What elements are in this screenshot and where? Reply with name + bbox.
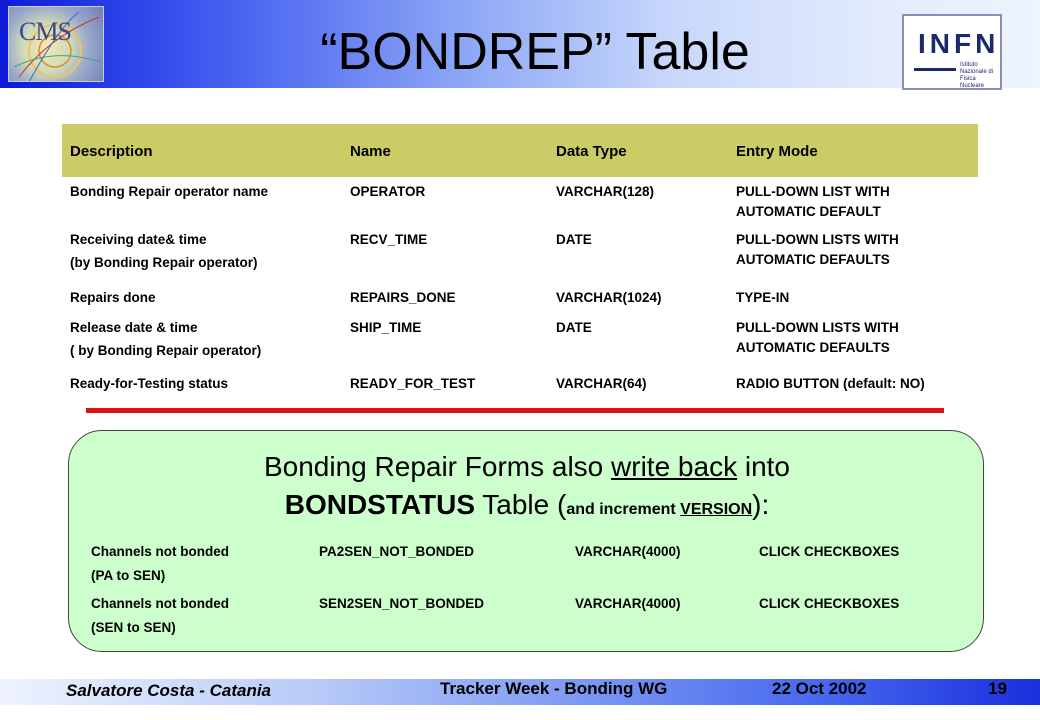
cell-name: RECV_TIME [350,232,428,247]
cell-description-sub: (SEN to SEN) [91,620,176,635]
cell-entry-mode-line2: AUTOMATIC DEFAULTS [736,252,890,267]
cell-description: Repairs done [70,290,156,305]
separator-rule [86,408,944,413]
footer-event: Tracker Week - Bonding WG [440,679,668,698]
infn-logo-text: INFN [918,28,1000,59]
infn-logo-subtext: Istituto Nazionale di Fisica Nucleare [960,62,994,89]
cell-entry-mode: CLICK CHECKBOXES [759,596,900,611]
cell-entry-mode-line2: AUTOMATIC DEFAULTS [736,340,890,355]
cell-description: Ready-for-Testing status [70,376,229,391]
callout-heading-suffix: into [737,451,791,482]
page-number: 19 [988,679,1007,698]
callout-note: and increment [566,501,681,518]
footer-author: Salvatore Costa - Catania [66,681,272,700]
bondstatus-callout [68,430,984,652]
cell-description-sub: (by Bonding Repair operator) [70,255,258,270]
callout-heading-end: ): [752,489,770,520]
footer-date: 22 Oct 2002 [772,679,867,698]
cell-name: SHIP_TIME [350,320,422,335]
cell-description: Bonding Repair operator name [70,184,269,199]
cell-description: Release date & time [70,320,198,335]
cell-data-type: VARCHAR(64) [556,376,647,391]
cell-entry-mode: RADIO BUTTON (default: NO) [736,376,925,391]
cell-name: READY_FOR_TEST [350,376,476,391]
cell-name: REPAIRS_DONE [350,290,456,305]
cell-data-type: DATE [556,232,592,247]
cell-name: SEN2SEN_NOT_BONDED [319,596,485,611]
cell-description: Receiving date& time [70,232,207,247]
cell-data-type: VARCHAR(4000) [575,596,681,611]
callout-heading-line2 [69,489,985,526]
cell-name: OPERATOR [350,184,426,199]
cell-entry-mode: PULL-DOWN LISTS WITH [736,320,899,335]
callout-heading-underlined: write back [611,451,738,482]
cms-logo-text: CMS [19,17,71,46]
callout-heading-mid: Table ( [475,489,567,520]
column-header-description: Description [70,143,153,160]
cell-data-type: VARCHAR(4000) [575,544,681,559]
infn-logo [902,14,1002,90]
cell-data-type: VARCHAR(128) [556,184,655,199]
cell-description: Channels not bonded [91,544,229,559]
cell-name: PA2SEN_NOT_BONDED [319,544,475,559]
cell-description: Channels not bonded [91,596,229,611]
cell-data-type: VARCHAR(1024) [556,290,662,305]
table-header [62,124,978,177]
cell-entry-mode: TYPE-IN [736,290,790,305]
column-header-entry-mode: Entry Mode [736,143,818,160]
slide-title: “BONDREP” Table [320,23,750,81]
callout-heading-line1 [69,451,985,483]
cell-data-type: DATE [556,320,592,335]
cell-entry-mode: CLICK CHECKBOXES [759,544,900,559]
callout-note-underlined: VERSION [680,501,753,518]
column-header-data-type: Data Type [556,143,627,160]
cell-entry-mode: PULL-DOWN LIST WITH [736,184,890,199]
infn-logo-bar [914,68,956,71]
cell-entry-mode-line2: AUTOMATIC DEFAULT [736,204,881,219]
callout-table-name: BONDSTATUS [284,489,476,520]
cms-logo [8,6,104,82]
callout-heading-prefix: Bonding Repair Forms also [263,451,612,482]
column-header-name: Name [350,143,391,160]
cell-entry-mode: PULL-DOWN LISTS WITH [736,232,899,247]
cell-description-sub: ( by Bonding Repair operator) [70,343,262,358]
bondrep-table [62,124,978,391]
cell-description-sub: (PA to SEN) [91,568,166,583]
